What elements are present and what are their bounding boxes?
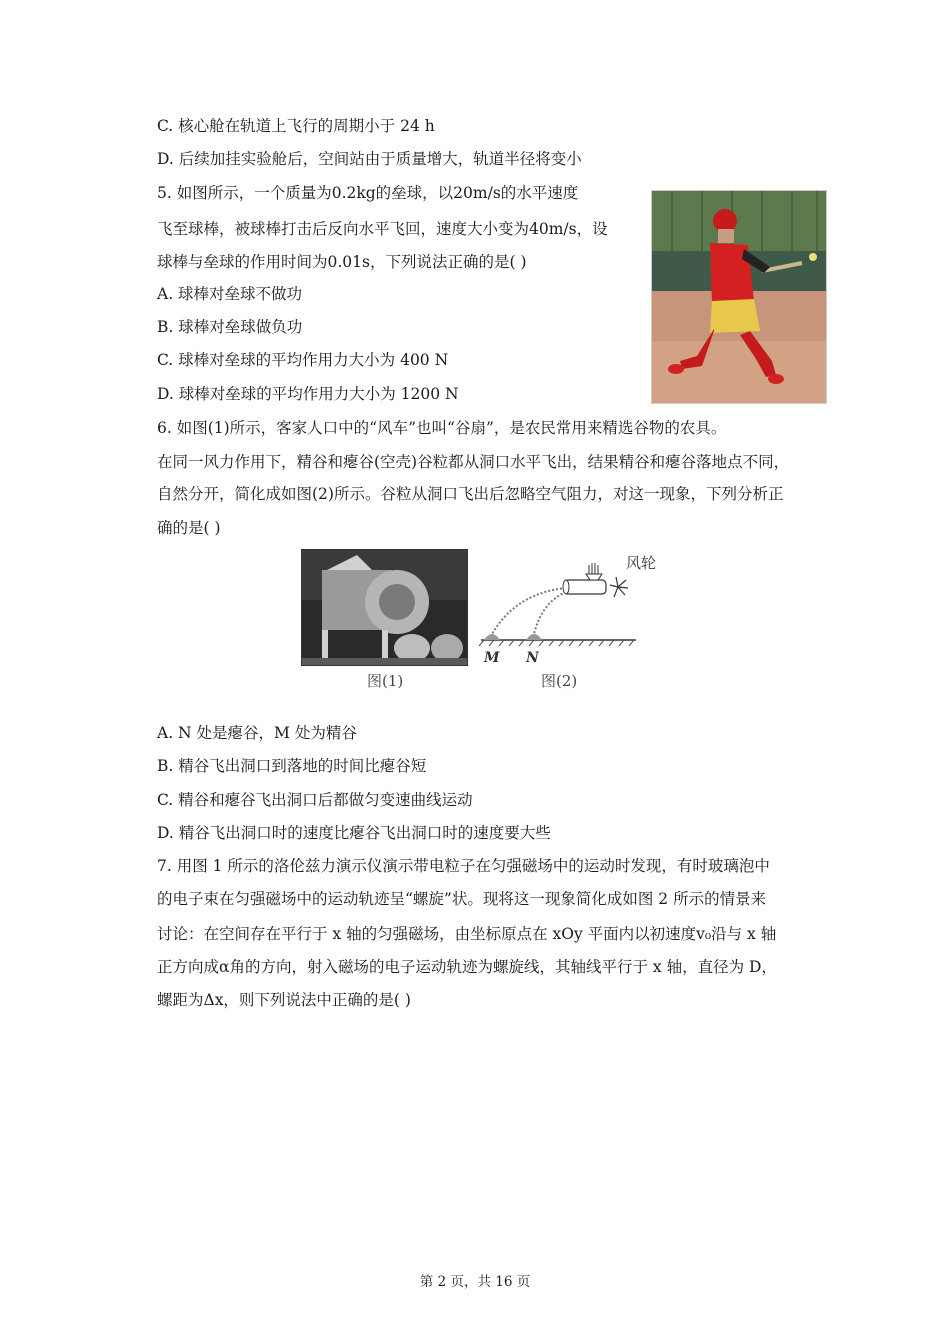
hopper	[586, 574, 602, 580]
q5-option-a: A. 球棒对垒球不做功	[157, 285, 303, 303]
q7-stem-line-2: 的电子束在匀强磁场中的运动轨迹呈“螺旋”状。现将这一现象简化成如图 2 所示的情景来	[157, 890, 767, 908]
q6-stem-line-2: 在同一风力作用下，精谷和瘪谷(空壳)谷粒都从洞口水平飞出，结果精谷和瘪谷落地点不同，	[157, 453, 790, 471]
q7-stem-line-5: 螺距为Δx，则下列说法中正确的是( )	[157, 991, 411, 1009]
q4-option-d: D. 后续加挂实验舱后，空间站由于质量增大，轨道半径将变小	[157, 150, 582, 168]
figure-1-caption: 图(1)	[367, 672, 404, 690]
trajectory-m	[492, 588, 566, 634]
grain-pile-n	[526, 634, 542, 640]
wind-wheel-label: 风轮	[626, 554, 656, 572]
q5-option-d: D. 球棒对垒球的平均作用力大小为 1200 N	[157, 385, 459, 403]
q5-option-c: C. 球棒对垒球的平均作用力大小为 400 N	[157, 351, 449, 369]
label-m: M	[484, 650, 500, 666]
q5-option-b: B. 球棒对垒球做负功	[157, 318, 303, 336]
q6-stem-line-3: 自然分开，简化成如图(2)所示。谷粒从洞口飞出后忽略空气阻力，对这一现象，下列分析正	[157, 485, 784, 503]
q5-stem-line-3: 球棒与垒球的作用时间为0.01s，下列说法正确的是( )	[157, 253, 527, 271]
wind-wheel-icon	[610, 577, 628, 597]
q5-stem-line-1: 5. 如图所示，一个质量为0.2kg的垒球，以20m/s的水平速度	[157, 184, 579, 202]
q6-option-c: C. 精谷和瘪谷飞出洞口后都做匀变速曲线运动	[157, 791, 473, 809]
q7-stem-line-3: 讨论：在空间存在平行于 x 轴的匀强磁场，由坐标原点在 xOy 平面内以初速度v₀沿与 x 轴	[157, 925, 777, 943]
q6-stem-line-4: 确的是( )	[157, 519, 221, 537]
label-n: N	[526, 650, 539, 666]
trajectory-diagram	[476, 548, 656, 666]
q5-stem-line-2: 飞至球棒，被球棒打击后反向水平飞回，速度大小变为40m/s，设	[157, 220, 608, 238]
q6-stem-line-1: 6. 如图(1)所示，客家人口中的“风车”也叫“谷扇”，是农民常用来精选谷物的农具。	[157, 419, 727, 437]
q6-option-d: D. 精谷飞出洞口时的速度比瘪谷飞出洞口时的速度要大些	[157, 824, 551, 842]
grain-pile-m	[484, 634, 500, 640]
winnowing-machine-photo	[301, 549, 468, 666]
q7-stem-line-4: 正方向成α角的方向，射入磁场的电子运动轨迹为螺旋线，其轴线平行于 x 轴，直径为 D，	[157, 958, 777, 976]
q6-option-b: B. 精谷飞出洞口到落地的时间比瘪谷短	[157, 757, 427, 775]
figure-2-caption: 图(2)	[541, 672, 578, 690]
q7-stem-line-1: 7. 用图 1 所示的洛伦兹力演示仪演示带电粒子在匀强磁场中的运动时发现，有时玻璃泡中	[157, 857, 770, 875]
softball-batter-photo	[651, 190, 827, 404]
q6-option-a: A. N 处是瘪谷，M 处为精谷	[157, 724, 357, 742]
q4-option-c: C. 核心舱在轨道上飞行的周期小于 24 h	[157, 117, 435, 135]
outlet-tube	[564, 580, 606, 594]
trajectory-n	[534, 592, 566, 634]
page-footer: 第 2 页，共 16 页	[419, 1274, 531, 1290]
